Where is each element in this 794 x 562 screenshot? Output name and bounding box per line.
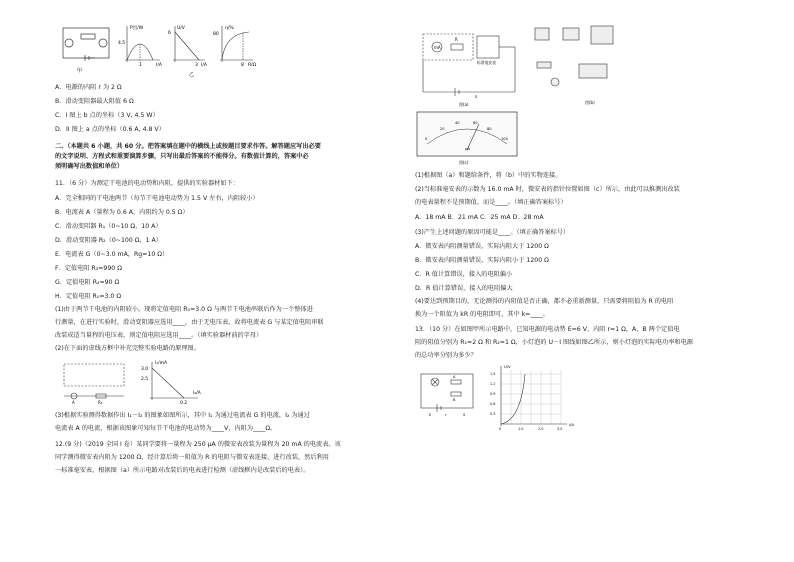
battery-object: [579, 64, 607, 78]
q13-line: 13．（10 分）在如图甲所示电路中，已知电源的电动势 E=6 V、内阻 r=1 Ω，A、B 两个定值电: [415, 326, 680, 333]
meter-object: [563, 28, 579, 40]
q11-part3-line: (3)根据实验测得数据作出 I₁－I₂ 的图象如图所示，其中 I₁ 为通过电流表 G 的电流，I₂ 为通过: [55, 412, 310, 419]
q10-option-c: C．I 图上 b 点的坐标（3 V, 4.5 W）: [55, 112, 159, 119]
plot3-ylabel: η/%: [225, 26, 234, 31]
q11-line: 行测量，在进行实验时，滑动变阻器应选用____，由于无电压表，故将电流表 G 与某定值电阻串联: [55, 319, 324, 326]
q11-line: A．完全相同的干电池两节（每节干电池电动势为 1.5 V 左右，内阻较小）: [55, 195, 259, 202]
x-tick: 0: [499, 427, 502, 431]
y-tick: 1.2: [490, 382, 496, 386]
graph-xlabel: I₂/A: [193, 391, 201, 396]
q12-body-line: C．R 值计算错误，接入的电阻偏小: [415, 271, 513, 278]
plot2-xlabel: I/A: [201, 63, 207, 68]
fig-a-circuit: [415, 28, 525, 108]
left-column: [55, 0, 355, 562]
resistor-box: [591, 26, 613, 44]
partial-circuit: [64, 393, 124, 399]
q12-body-line: D．R 值计算错误，接入的电阻偏大: [415, 285, 513, 292]
q11-line: D．滑动变阻器 R₂（0~100 Ω，1 A）: [55, 237, 162, 244]
q11-line: (1)由于两节干电池的内阻较小，现将定值电阻 R₀=3.0 Ω 与两节干电池串联后作为一个整体进: [55, 306, 313, 313]
fig-a-standard: 标准毫安表: [477, 60, 496, 65]
y-tick: 0.6: [490, 402, 496, 406]
fig-c-caption: 图(c): [459, 160, 469, 165]
section2-heading-3: 须明确写出数值和单位）: [55, 163, 124, 170]
q12-intro-line: 12.(9 分)（2019 全国 I 卷）某同学要将一量程为 250 μA 的微安表改装为量程为 20 mA 的电流表。该: [55, 441, 341, 448]
plot2-xval: 3: [195, 63, 198, 68]
graph-ylabel: I₁/mA: [155, 361, 168, 366]
lamp-ui-curve: [501, 374, 525, 424]
plot3-xlabel: R/Ω: [248, 63, 257, 68]
meter-object: [535, 28, 549, 40]
x-tick: 2.0: [538, 427, 544, 431]
q13-label-a: A: [453, 375, 456, 379]
fig-a-switch: S: [475, 94, 478, 99]
q11-line: F．定值电阻 R₃=990 Ω: [55, 265, 122, 272]
q12-body-line: (2)当标准毫安表的示数为 16.0 mA 时，微安表的指针位置如图（c）所示，由此可以推测出改装: [415, 186, 680, 193]
q13-circuit: [415, 368, 485, 418]
graph-i-label: I/A: [569, 422, 574, 427]
meter-tick-label: 0: [425, 137, 428, 141]
top-figures: [55, 20, 295, 80]
q11-line: C．滑动变阻器 R₁（0~10 Ω，10 A）: [55, 223, 162, 230]
fig-b-apparatus: [525, 20, 625, 110]
q13-line: 的总功率分别为多少？: [415, 352, 477, 359]
q13-label-e: E: [429, 413, 432, 417]
rheostat-object: [551, 78, 559, 86]
plot1-xval: 1: [139, 63, 142, 68]
x-tick: 1.0: [518, 427, 524, 431]
q11-line: E．电流表 G（0~3.0 mA，Rg=10 Ω）: [55, 251, 169, 258]
plot-efficiency: [220, 26, 253, 62]
graph-y1: 3.0: [141, 367, 149, 372]
switch-object: [537, 62, 551, 68]
plot3-yval: 80: [213, 32, 219, 37]
q12-body-line: B．微安表内阻测量错误，实际内阻小于 1200 Ω: [415, 257, 549, 264]
meter-tick-label: 80: [487, 127, 492, 131]
plot-voltage: [173, 26, 205, 62]
meter-tick-label: 40: [455, 121, 460, 125]
plot1-ylabel: P出/W: [130, 26, 144, 31]
plot2-ylabel: U/V: [177, 26, 185, 31]
section2-heading-1: 二、（本题共 6 小题，共 60 分。把答案填在题中的横线上或按题目要求作答。解答题应写出必要: [55, 143, 321, 150]
graph-u-label: U/V: [504, 364, 511, 369]
graph-grid: [501, 370, 561, 424]
q12-intro-line: 同学测得微安表内阻为 1200 Ω，经计算后将一阻值为 R 的电阻与微安表连接，进行改装，然后利用: [55, 454, 329, 461]
q11-part3-line: 电流表 A 的电流，根据该图象可知每节干电池的电动势为____V，内阻为____Ω。: [55, 425, 277, 432]
plot1-yval: 4.5: [118, 41, 126, 46]
plot1-xlabel: I/A: [156, 63, 162, 68]
q12-body-line: A．18 mA B．21 mA C．25 mA D．28 mA: [415, 214, 544, 221]
q12-body-line: (3)产生上述问题的原因可能是____。（填正确答案标号）: [415, 229, 570, 236]
meter-unit: μA: [465, 146, 471, 151]
q13-label-r: r: [445, 413, 447, 417]
circuit-diagram-jia: [63, 28, 109, 61]
q12-body-line: 的电表量程不是预期值，而是____。（填正确答案标号）: [415, 199, 567, 206]
q11-line: G．定值电阻 R₄=90 Ω: [55, 279, 120, 286]
fig-c-meter: [415, 110, 525, 168]
q12-body-line: 换为一个阻值为 kR 的电阻即可，其中 k=____。: [415, 311, 549, 318]
q12-body-line: A．微安表内阻测量错误，实际内阻大于 1200 Ω: [415, 243, 549, 250]
r0-label: R₀: [98, 400, 103, 405]
fig-label-yi: 乙: [189, 72, 195, 78]
meter-tick-label: 20: [440, 127, 445, 131]
right-column: [415, 0, 715, 562]
q11-figures: [60, 358, 280, 406]
q12-body-line: (1)根据图（a）和题给条件，将（b）中的实物连接。: [415, 172, 562, 179]
graph-x1: 0.2: [180, 401, 188, 406]
q13-label-s: S: [463, 413, 466, 417]
q11-line: 改装成适当量程的电压表，则定值电阻应选用____。（填实验器材前的字母）: [55, 332, 263, 339]
q10-option-d: D．II 图上 a 点的坐标（0.6 A, 4.8 V）: [55, 126, 165, 133]
fig-b-caption: 图(b): [585, 100, 595, 105]
section2-heading-2: 的文字说明、方程式和重要演算步骤，只写出最后答案的不能得分。有数值计算的，答案中必: [55, 153, 309, 160]
q11-line: H．定值电阻 R₀=3.0 Ω: [55, 293, 122, 300]
plot3-xval: 8: [241, 63, 244, 68]
plot2-yval: 6: [168, 31, 171, 36]
q11-line: B．电流表 A（量程为 0.6 A，内阻约为 0.5 Ω）: [55, 209, 189, 216]
y-tick: 0.3: [490, 412, 496, 416]
q10-option-a: A．电源的内阻 r 为 2 Ω: [55, 84, 122, 91]
fig-label-jia: 甲: [77, 68, 83, 74]
q11-line: (2)在下面的虚线方框中补充完整实验电路的原理图。: [55, 345, 200, 352]
fig-a-r: R: [455, 37, 458, 42]
q13-line: 阻的阻值分别为 R₁=2 Ω 和 R₂=1 Ω，小灯泡的 U－I 图线如图乙所示，则小灯泡的实际电功率和电源: [415, 339, 693, 346]
graph-y2: 2.5: [141, 377, 149, 382]
y-tick: 0.9: [490, 392, 496, 396]
dashed-box: [64, 364, 124, 386]
q13-ui-graph: [487, 362, 587, 436]
y-tick: 1.5: [490, 372, 496, 376]
ammeter-label: A: [72, 400, 75, 405]
fig-a-caption: 图(a): [459, 102, 469, 107]
plot-power: [125, 26, 160, 62]
x-tick: 3.0: [557, 427, 563, 431]
fig-a-ma: mA: [434, 45, 441, 50]
q12-intro-line: 一标准毫安表，根据图（a）所示电路对改装后的电表进行检测（虚线框内是改装后的电表）。: [55, 467, 310, 474]
q13-label-b: B: [453, 398, 456, 402]
q12-body-line: (4)要达到预期目的，无论测得的内阻值是否正确，都不必重新测量，只需要将阻值为 R 的电阻: [415, 298, 674, 305]
q10-option-b: B．滑动变阻器最大阻值 6 Ω: [55, 98, 134, 105]
meter-tick-label: 100: [501, 137, 508, 141]
q11-line: 11．（6 分）为测定干电池的电动势和内阻，提供的实验器材如下：: [55, 180, 239, 187]
meter-tick-label: 60: [473, 121, 478, 125]
i1-i2-graph: [150, 362, 198, 400]
